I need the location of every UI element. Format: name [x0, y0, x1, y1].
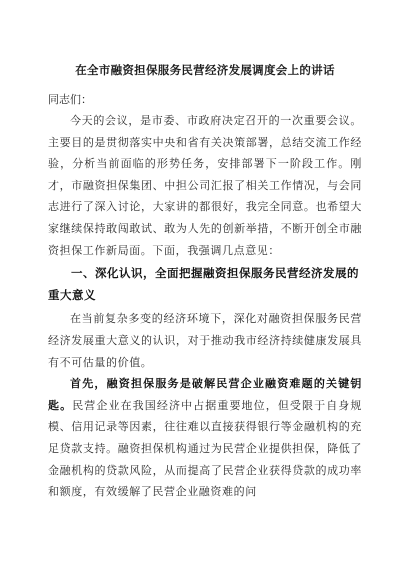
- section-heading-1: 一、深化认识，全面把握融资担保服务民营经济发展的重大意义: [48, 266, 359, 302]
- salutation: 同志们：: [48, 93, 92, 106]
- point-1-text: 民营企业在我国经济中占据重要地位，但受限于自身规模、信用记录等因素，往往难以直接获得银行等金融机构的充足贷款支持。融资担保机构通过为民营企业提供担保，降低了金融机构的贷款风险，从而提高了民营企业获得贷款的成功率和额度，有效缓解了民营企业融资难的问: [48, 398, 363, 499]
- intro-paragraph: 今天的会议，是市委、市政府决定召开的一次重要会议。主要目的是贯彻落实中央和省有关决策部署，总结交流工作经验，分析当前面临的形势任务，安排部署下一阶段工作。刚才，市融资担保集团、中担公司汇报了相关工作情况，与会同志进行了深入讨论，大家讲的都很好，我完全同意。也希望大家继续保持敢闯敢试、敢为人先的创新举措，不断开创全市融资担保工作新局面。下面，我强调几点意见：: [48, 114, 362, 257]
- section-1-paragraph: 在当前复杂多变的经济环境下，深化对融资担保服务民营经济发展重大意义的认识，对于推动我市经济持续健康发展具有不可估量的价值。: [48, 312, 362, 369]
- point-1-lead: 首先，融资担保服务是破解民营企业融资难题的关键钥匙。: [48, 377, 362, 412]
- point-1-paragraph: [48, 373, 362, 503]
- document-title: 在全市融资担保服务民营经济发展调度会上的讲话: [75, 63, 335, 77]
